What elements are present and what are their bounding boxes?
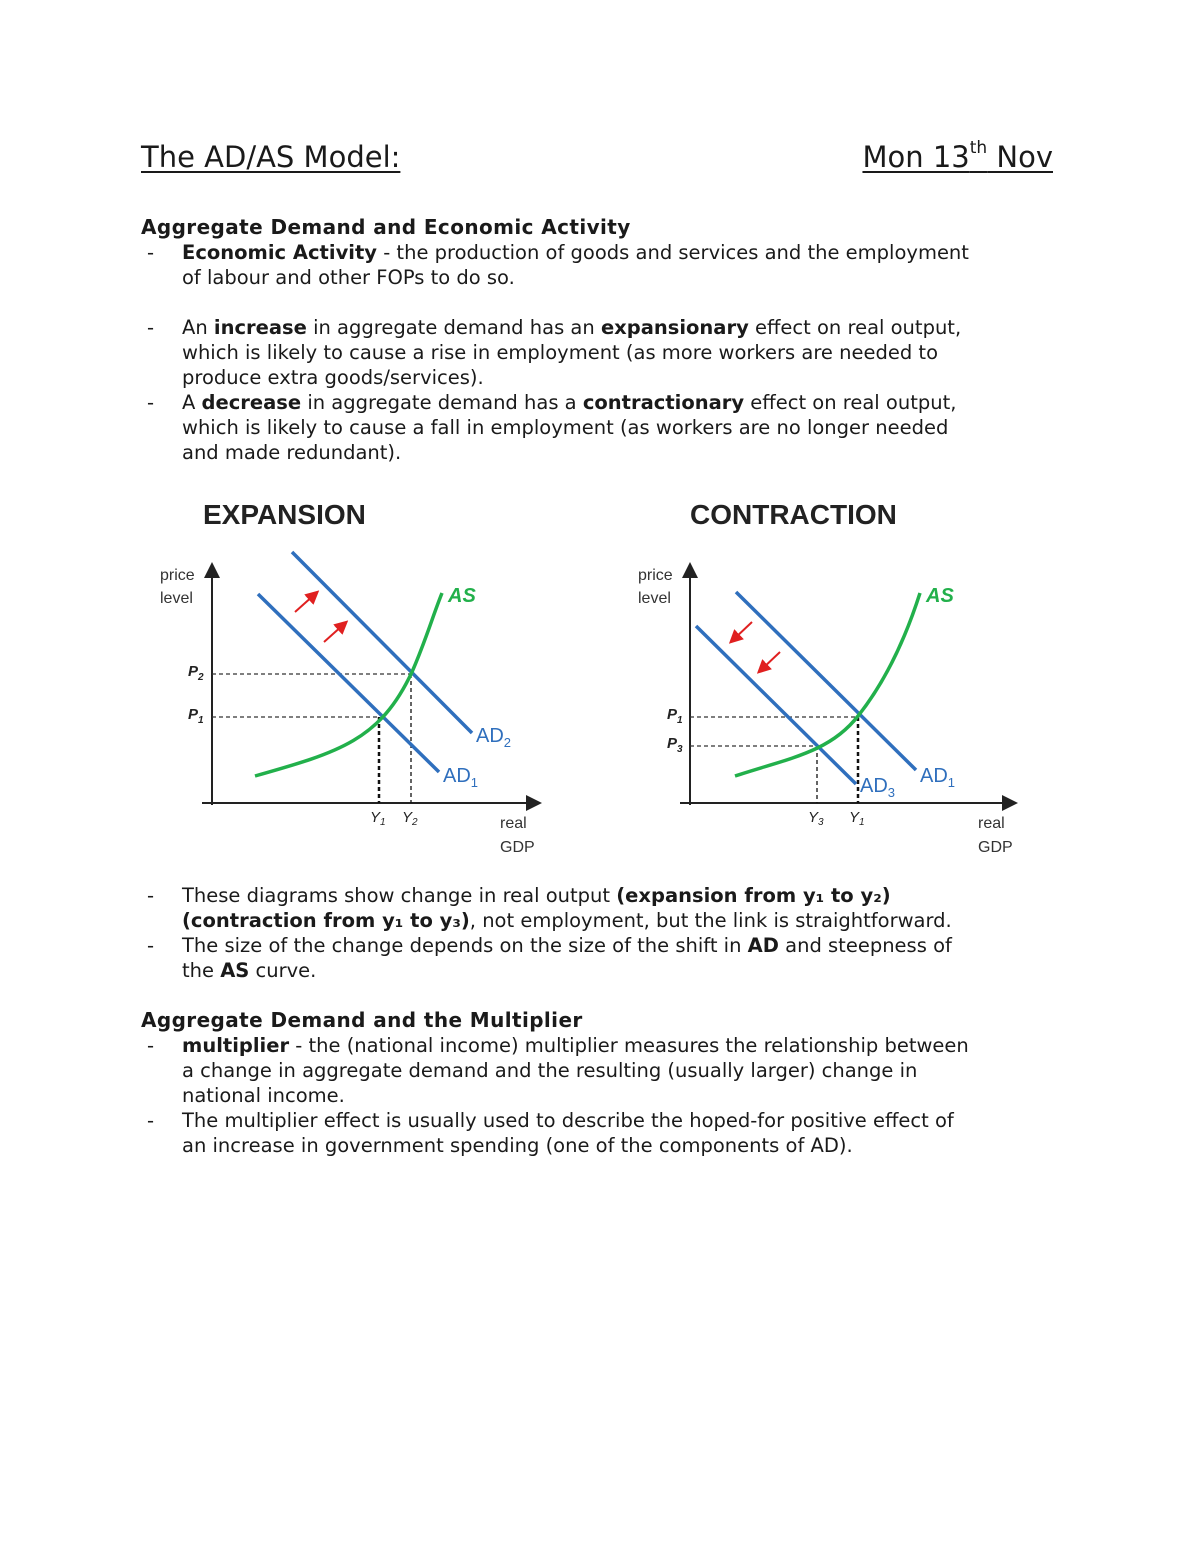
expansion-title: EXPANSION: [203, 499, 366, 530]
bullet-dash: -: [147, 391, 155, 414]
y2-label: $Y_2$: [402, 809, 418, 828]
y-axis-label-line1: price: [160, 567, 195, 584]
as-label: AS: [926, 585, 954, 607]
definition-text-line2: a change in aggregate demand and the resulting (usually larger) change in: [182, 1059, 918, 1082]
text: the: [182, 959, 221, 982]
ad1-curve: [258, 594, 439, 772]
ad2-curve: [292, 552, 472, 733]
term-increase: increase: [213, 316, 307, 339]
text-line2: an increase in government spending (one of the components of AD).: [182, 1134, 853, 1157]
ad-as-diagrams: [150, 490, 1030, 860]
date-superscript: th: [969, 138, 988, 158]
bullet-size-of-change: [141, 933, 1061, 983]
text: in aggregate demand has a: [301, 391, 583, 414]
text: and steepness of: [778, 934, 952, 957]
text-line3: and made redundant).: [182, 441, 402, 464]
x-axis-label-line1: real: [500, 815, 527, 832]
definition-text: - the production of goods and services and the employment: [377, 241, 969, 264]
ad1-label: $AD_1$: [920, 765, 956, 790]
p1-label: $P_1$: [667, 706, 683, 726]
bullet-dash: -: [147, 1034, 155, 1057]
term-ad: AD: [747, 934, 779, 957]
text: A: [182, 391, 202, 414]
ad2-label: $AD_2$: [476, 725, 512, 750]
text: effect on real output,: [744, 391, 957, 414]
text-line1: The multiplier effect is usually used to describe the hoped-for positive effect of: [182, 1109, 954, 1132]
text-line2: which is likely to cause a rise in employment (as more workers are needed to: [182, 341, 938, 364]
definition-text-line3: national income.: [182, 1084, 345, 1107]
term-decrease: decrease: [201, 391, 302, 414]
y3-label: $Y_3$: [808, 809, 824, 828]
date-prefix: Mon 13: [862, 140, 970, 174]
term-as: AS: [220, 959, 250, 982]
x-axis-label-line2: GDP: [978, 839, 1013, 856]
text: effect on real output,: [748, 316, 962, 339]
p2-label: $P_2$: [188, 663, 204, 683]
section-heading-multiplier: Aggregate Demand and the Multiplier: [141, 1008, 583, 1032]
ad3-curve: [696, 626, 856, 784]
bullet-dash: -: [147, 1109, 155, 1132]
ad3-label: $AD_3$: [860, 775, 896, 800]
text-line2: which is likely to cause a fall in employment (as workers are no longer needed: [182, 416, 949, 439]
y1-label: $Y_1$: [370, 809, 386, 828]
shift-arrow-icon: [324, 625, 343, 642]
y1-label: $Y_1$: [849, 809, 865, 828]
shift-arrow-icon: [295, 595, 314, 612]
term-expansionary: expansionary: [600, 316, 749, 339]
text-line3: produce extra goods/services).: [182, 366, 484, 389]
page-title: The AD/AS Model:: [141, 140, 401, 174]
contraction-note: (contraction from y₁ to y₃): [182, 909, 470, 932]
expansion-note: (expansion from y₁ to y₂): [616, 884, 891, 907]
bullet-increase: [141, 315, 1061, 390]
section-heading-economic-activity: Aggregate Demand and Economic Activity: [141, 215, 631, 239]
definition-text-line2: of labour and other FOPs to do so.: [182, 266, 515, 289]
term-multiplier: multiplier: [182, 1034, 290, 1057]
bullet-dash: -: [147, 934, 155, 957]
text: These diagrams show change in real output: [182, 884, 617, 907]
text: curve.: [249, 959, 317, 982]
bullet-multiplier-effect: [141, 1108, 1061, 1158]
text: The size of the change depends on the size of the shift in: [182, 934, 748, 957]
shift-arrow-icon: [762, 652, 780, 669]
x-axis-label-line1: real: [978, 815, 1005, 832]
term-economic-activity: Economic Activity: [182, 241, 377, 264]
expansion-diagram: [160, 499, 535, 856]
ad1-label: $AD_1$: [443, 765, 479, 790]
bullet-economic-activity: [141, 240, 1061, 290]
title-row: [141, 140, 1053, 184]
y-axis-label-line2: level: [638, 590, 671, 607]
page-date: [862, 140, 1053, 174]
contraction-diagram: [638, 499, 1013, 856]
text: An: [182, 316, 214, 339]
y-axis-label-line1: price: [638, 567, 673, 584]
bullet-decrease: [141, 390, 1061, 465]
definition-text: - the (national income) multiplier measures the relationship between: [289, 1034, 969, 1057]
x-axis-label-line2: GDP: [500, 839, 535, 856]
bullet-dash: -: [147, 241, 155, 264]
p1-label: $P_1$: [188, 706, 204, 726]
term-contractionary: contractionary: [582, 391, 745, 414]
bullet-diagram-explanation: [141, 883, 1061, 933]
shift-arrow-icon: [734, 622, 752, 639]
date-suffix: Nov: [987, 140, 1053, 174]
p3-label: $P_3$: [667, 735, 683, 755]
contraction-title: CONTRACTION: [690, 499, 897, 530]
bullet-dash: -: [147, 884, 155, 907]
as-label: AS: [448, 585, 476, 607]
text: , not employment, but the link is straightforward.: [469, 909, 952, 932]
y-axis-label-line2: level: [160, 590, 193, 607]
bullet-multiplier: [141, 1033, 1061, 1108]
text: in aggregate demand has an: [306, 316, 601, 339]
bullet-dash: -: [147, 316, 155, 339]
